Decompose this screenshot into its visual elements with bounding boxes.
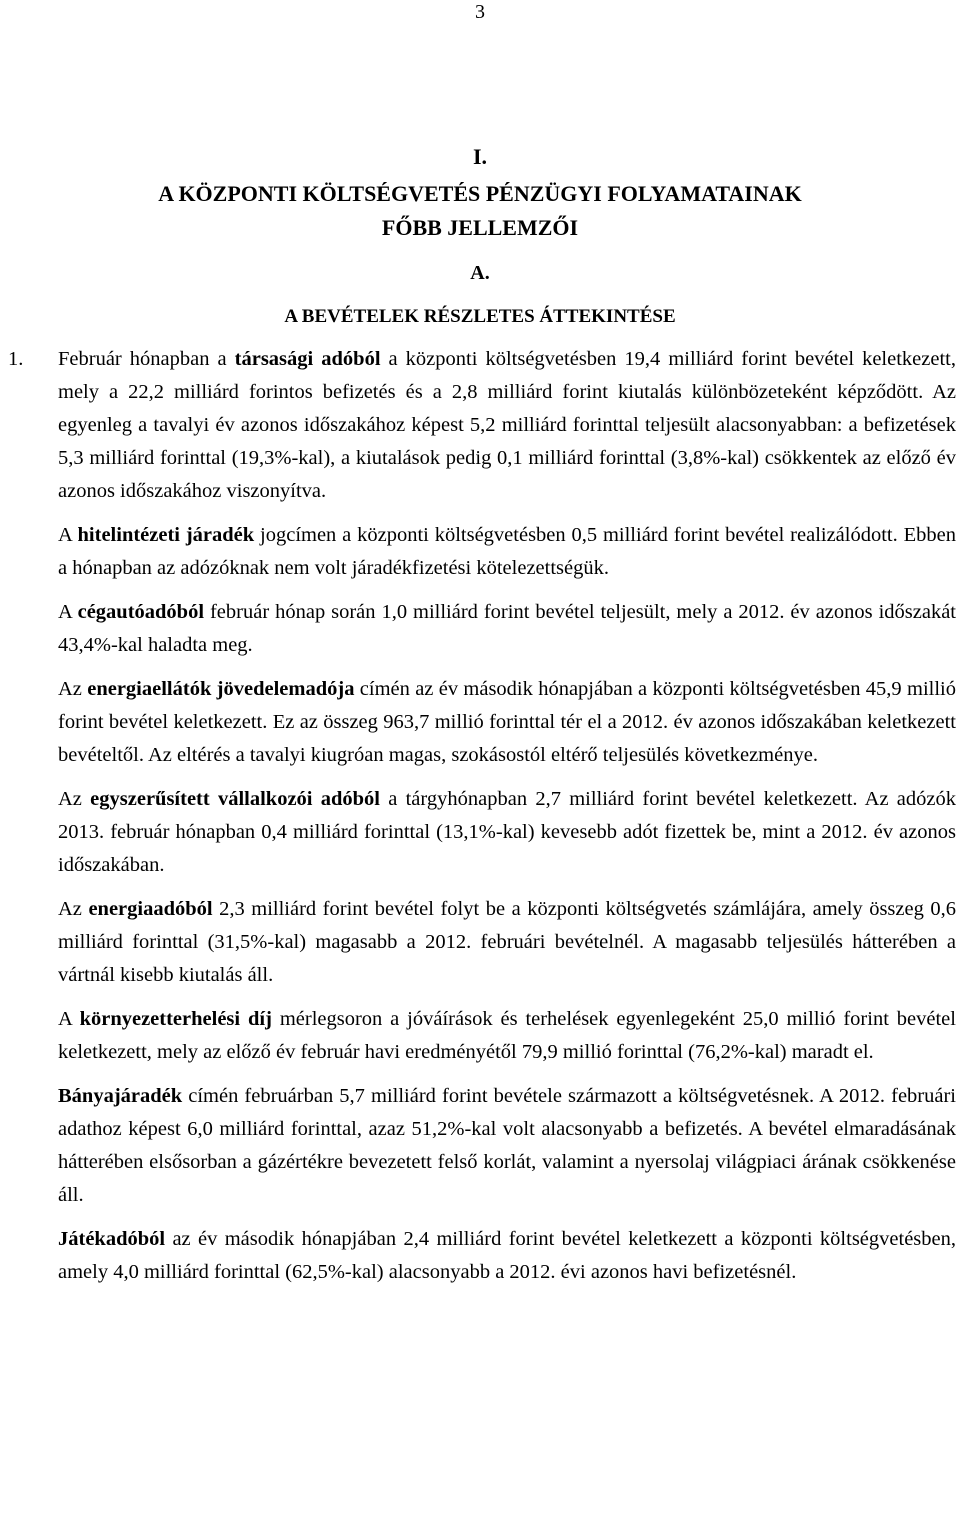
paragraph: [8, 343, 956, 508]
text-run: a tárgyhónapban 2,7 milliárd forint bevétel keletkezett. Az adózók 2013. február hónapban 0,4 milliárd forinttal (13,1%-kal) kevesebb adót fizettek be, mint a 2012. év azonos időszakában.: [58, 788, 956, 876]
paragraph: [58, 596, 956, 662]
text-run: február hónap során 1,0 milliárd forint bevétel teljesült, mely a 2012. év azonos időszakát 43,4%-kal haladta meg.: [58, 601, 956, 656]
bold-term: Bányajáradék: [58, 1085, 183, 1107]
text-run: Az: [58, 898, 89, 920]
bold-term: egyszerűsített vállalkozói adóból: [90, 788, 380, 810]
paragraph: [58, 519, 956, 585]
bold-term: energiaellátók jövedelemadója: [87, 678, 355, 700]
text-run: 2,3 milliárd forint bevétel folyt be a központi költségvetés számlájára, amely összeg 0,6 milliárd forinttal (31,5%-kal) magasabb a 2012. februári bevételnél. A magasabb teljesülés hátterében a vártnál kisebb kiutalás áll.: [58, 898, 957, 986]
paragraph: [58, 783, 956, 882]
paragraph-number: 1.: [8, 348, 24, 370]
body-text: [8, 343, 957, 1300]
paragraph: [58, 1003, 956, 1069]
text-run: az év második hónapjában 2,4 milliárd forint bevétel keletkezett a központi költségvetésben, amely 4,0 milliárd forinttal (62,5%-kal) alacsonyabb a 2012. évi azonos havi befizetésnél.: [58, 1228, 956, 1283]
text-run: a központi költségvetésben 19,4 milliárd forint bevétel keletkezett, mely a 22,2 milliárd forintos befizetés és a 2,8 milliárd forint kiutalás különbözeteként képződött. Az egyenleg a tavalyi év azonos időszakához képest 5,2 milliárd forinttal teljesült alacsonyabban: a befizetések 5,3 milliárd forinttal (19,3%-kal), a kiutalások pedig 0,1 milliárd forinttal (3,8%-kal) csökkentek az előző év azonos időszakához viszonyítva.: [58, 348, 956, 502]
chapter-title-line-2: FŐBB JELLEMZŐI: [381, 215, 579, 240]
text-run: Az: [58, 788, 91, 810]
text-run: mérlegsoron a jóváírások és terhelések egyenlegeként 25,0 millió forint bevétel keletkezett, mely az előző év február havi eredményétől 79,9 millió forinttal (76,2%-kal) maradt el.: [58, 1008, 956, 1063]
text-run: A: [58, 524, 78, 546]
text-run: jogcímen a központi költségvetésben 0,5 milliárd forint bevétel realizálódott. Ebben a hónapban az adózóknak nem volt járadékfizetési kötelezettségük.: [58, 524, 956, 579]
bold-term: energiaadóból: [88, 898, 213, 920]
paragraph: [58, 1223, 956, 1289]
text-run: Az: [58, 678, 88, 700]
page-number: 3: [475, 1, 485, 23]
text-run: A: [58, 601, 78, 623]
section-title: A BEVÉTELEK RÉSZLETES ÁTTEKINTÉSE: [284, 306, 676, 327]
text-run: A: [58, 1008, 80, 1030]
chapter-title-line-1: A KÖZPONTI KÖLTSÉGVETÉS PÉNZÜGYI FOLYAMATAINAK: [158, 181, 802, 206]
chapter-number: I.: [472, 144, 488, 169]
paragraph: [58, 673, 956, 772]
bold-term: cégautóadóból: [77, 601, 205, 623]
section-letter: A.: [470, 262, 490, 284]
text-run: Február hónapban a: [58, 348, 235, 370]
text-run: címén az év második hónapjában a központi költségvetésben 45,9 millió forint bevétel keletkezett. Ez az összeg 963,7 millió forinttal tér el a 2012. év azonos időszakában keletkezett bevételtől. Az eltérés a tavalyi kiugróan magas, szokásostól eltérő teljesülés következménye.: [58, 678, 956, 766]
paragraph: [58, 893, 956, 992]
bold-term: környezetterhelési díj: [79, 1008, 272, 1030]
bold-term: hitelintézeti járadék: [77, 524, 255, 546]
text-run: címén februárban 5,7 milliárd forint bevétele származott a költségvetésnek. A 2012. februári adathoz képest 6,0 milliárd forinttal, azaz 51,2%-kal volt alacsonyabb a befizetés. A bevétel elmaradásának hátterében elsősorban a gázértékre bevezetett felső korlát, valamint a nyersolaj világpiaci árának csökkenése áll.: [58, 1085, 956, 1206]
chapter-title: [0, 177, 960, 245]
bold-term: Játékadóból: [58, 1228, 166, 1250]
paragraph: [58, 1080, 956, 1212]
bold-term: társasági adóból: [234, 348, 381, 370]
